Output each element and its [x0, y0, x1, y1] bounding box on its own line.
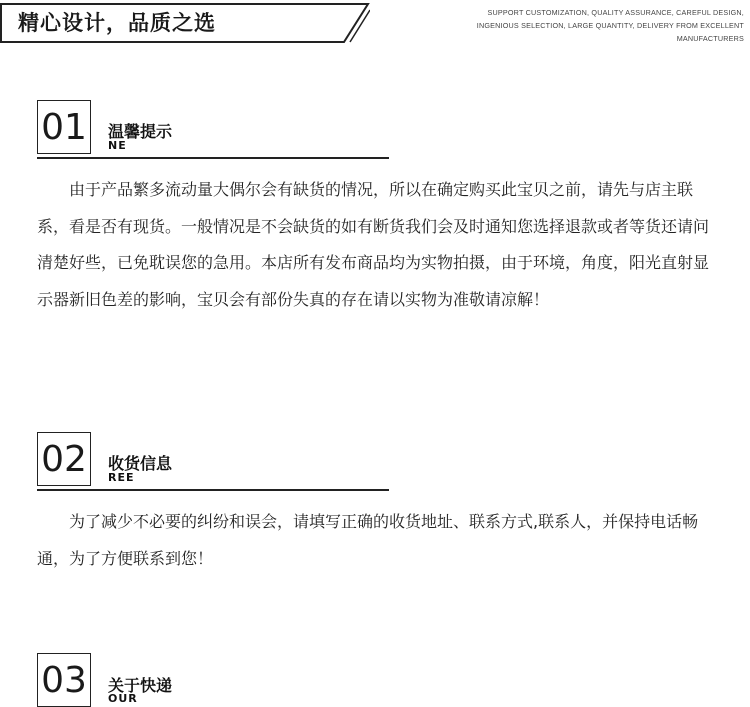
- section-title: 收货信息: [108, 454, 173, 473]
- section-number-box: [37, 100, 91, 154]
- section-title: 关于快递: [108, 676, 173, 695]
- header-banner: [0, 0, 370, 44]
- section-body: 为了减少不必要的纠纷和误会，请填写正确的收货地址、联系方式,联系人，并保持电话畅通，为了方便联系到您！: [37, 512, 699, 568]
- header-subtitle: SUPPORT CUSTOMIZATION, QUALITY ASSURANCE, CAREFUL DESIGN, INGENIOUS SELECTION, LARGE QUANTITY, DELIVERY FROM EXCELLENT MANUFACTURERS: [476, 8, 744, 43]
- section-number-box: [37, 432, 91, 486]
- section-subtitle: REE: [108, 471, 135, 484]
- section-number: 01: [41, 106, 87, 148]
- section-subtitle: NE: [108, 139, 127, 152]
- section-body: 由于产品繁多流动量大偶尔会有缺货的情况，所以在确定购买此宝贝之前，请先与店主联系，看是否有现货。一般情况是不会缺货的如有断货我们会及时通知您选择退款或者等货还请问清楚好些，已免耽误您的急用。本店所有发布商品均为实物拍摄，由于环境，角度，阳光直射显示器新旧色差的影响，宝贝会有部份失真的存在请以实物为准敬请凉解！: [37, 180, 710, 309]
- section-title: 温馨提示: [108, 122, 173, 141]
- section-number: 02: [41, 438, 87, 480]
- header-title: 精心设计，品质之选: [18, 11, 216, 35]
- section-number-box: [37, 653, 91, 707]
- section-divider: [37, 489, 389, 491]
- section-number: 03: [41, 659, 87, 701]
- section-divider: [37, 157, 389, 159]
- section-subtitle: OUR: [108, 692, 138, 705]
